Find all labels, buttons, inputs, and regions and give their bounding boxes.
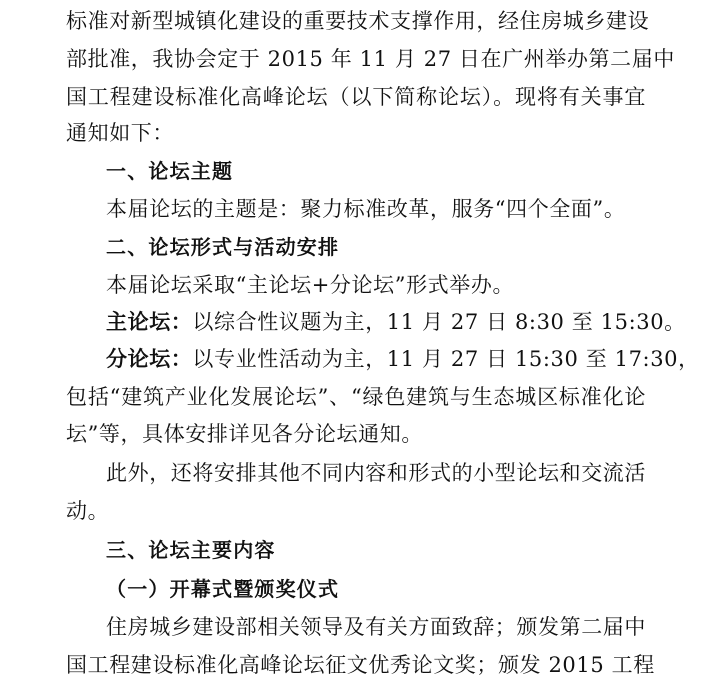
paragraph-line: 部批准，我协会定于 2015 年 11 月 27 日在广州举办第二届中 [66,47,675,71]
sub-forum-line [106,346,700,372]
paragraph-line: 包括“建筑产业化发展论坛”、“绿色建筑与生态城区标准化论 [66,385,646,409]
paragraph-line: 国工程建设标准化高峰论坛（以下简称论坛）。现将有关事宜 [66,85,646,109]
paragraph-line: 国工程建设标准化高峰论坛征文优秀论文奖；颁发 2015 工程 [66,653,655,677]
paragraph-line: 标准对新型城镇化建设的重要技术支撑作用，经住房城乡建设 [66,9,650,33]
section-heading: 一、论坛主题 [106,159,234,183]
paragraph-line: 通知如下： [66,121,174,145]
main-forum-label: 主论坛： [106,310,193,334]
paragraph-line: 本届论坛采取“主论坛+分论坛”形式举办。 [106,273,515,297]
subsection-heading: （一）开幕式暨颁奖仪式 [106,577,340,601]
main-forum-text: 以综合性议题为主，11 月 27 日 8:30 至 15:30。 [192,310,686,334]
paragraph-line: 住房城乡建设部相关领导及有关方面致辞；颁发第二届中 [106,615,646,639]
section-heading: 二、论坛形式与活动安排 [106,235,340,259]
main-forum-line [106,309,686,335]
section-heading: 三、论坛主要内容 [106,538,276,562]
paragraph-line: 此外，还将安排其他不同内容和形式的小型论坛和交流活 [106,461,646,485]
sub-forum-text: 以专业性活动为主，11 月 27 日 15:30 至 17:30， [192,347,700,371]
paragraph-line: 动。 [66,499,110,523]
paragraph-line: 本届论坛的主题是：聚力标准改革，服务“四个全面”。 [106,197,626,221]
paragraph-line: 坛”等，具体安排详见各分论坛通知。 [66,422,423,446]
sub-forum-label: 分论坛： [106,347,193,371]
